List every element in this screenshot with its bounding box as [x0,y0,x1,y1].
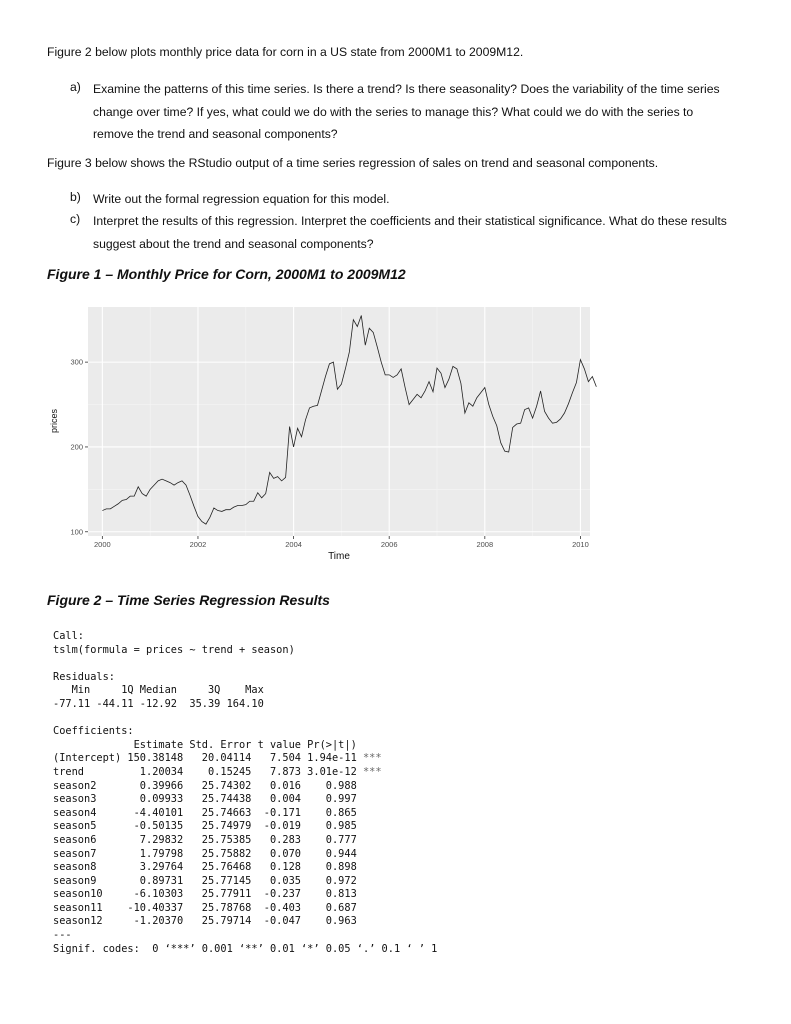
question-b-text: Write out the formal regression equation for this model. [93,192,390,206]
blank-line [53,657,437,671]
x-tick-label: 2008 [476,540,494,549]
x-axis-label: Time [328,551,350,562]
regression-output [53,630,437,956]
question-b-label: b) [70,190,81,204]
coefficient-row [53,807,437,821]
residuals-label: Residuals: [53,670,115,683]
coefficient-row-text: season5 -0.50135 25.74979 -0.019 0.985 [53,820,382,833]
coefficient-row [53,752,437,766]
coefficient-row [53,902,437,916]
coefficient-row-text: season2 0.39966 25.74302 0.016 0.988 [53,779,382,792]
call-label: Call: [53,630,84,642]
figure-1-title: Figure 1 – Monthly Price for Corn, 2000M1 to 2009M12 [47,266,406,282]
question-c-label: c) [70,212,81,226]
question-a-label: a) [70,80,81,94]
coefficient-row [53,793,437,807]
y-axis-label: prices [49,408,59,434]
corn-price-line-chart [47,296,609,572]
coefficient-row [53,888,437,902]
coefficient-row-text: trend 1.20034 0.15245 7.873 3.01e-12 [53,765,363,778]
coefficients-label: Coefficients: [53,725,134,738]
coefficient-row [53,861,437,875]
y-tick-label: 200 [70,442,83,452]
question-c-text: Interpret the results of this regression. Interpret the coefficients and their statistical significance. What do these results suggest about the trend and seasonal components? [93,214,727,251]
separator: --- [53,929,72,942]
x-tick-label: 2002 [189,540,207,549]
coefficient-row-text: (Intercept) 150.38148 20.04114 7.504 1.94e-11 [53,752,363,765]
coefficients-header: Estimate Std. Error t value Pr(>|t|) [53,738,382,751]
coefficient-row [53,915,437,929]
residuals-header: Min 1Q Median 3Q Max [53,684,270,697]
significance-stars: *** [362,752,382,765]
figure-2-title: Figure 2 – Time Series Regression Results [47,592,330,608]
coefficient-row-text: season9 0.89731 25.77145 0.035 0.972 [53,874,382,887]
coefficient-row [53,766,437,780]
coefficient-row [53,834,437,848]
question-a-text: Examine the patterns of this time series. Is there a trend? Is there seasonality? Does the variability of the time series change over time? If yes, what could we do with the series to manage this? What could we do with the series to remove the trend and seasonal components? [93,82,720,141]
coefficient-row [53,780,437,794]
coefficient-row [53,820,437,834]
significance-stars: *** [362,765,382,778]
coefficient-row-text: season7 1.79798 25.75882 0.070 0.944 [53,847,382,860]
coefficient-row-text: season4 -4.40101 25.74663 -0.171 0.865 [53,806,382,819]
plot-panel [88,307,590,536]
x-tick-label: 2000 [93,540,111,549]
x-tick-label: 2006 [380,540,398,549]
coefficient-row-text: season8 3.29764 25.76468 0.128 0.898 [53,861,382,874]
intro-paragraph-1: Figure 2 below plots monthly price data for corn in a US state from 2000M1 to 2009M12. [47,45,524,59]
x-tick-label: 2010 [572,540,589,549]
blank-line [53,712,437,726]
signif-codes: Signif. codes: 0 ‘***’ 0.001 ‘**’ 0.01 ‘*’ 0.05 ‘.’ 0.1 ‘ ’ 1 [53,942,438,955]
y-tick-label: 100 [70,527,83,537]
coefficient-row-text: season6 7.29832 25.75385 0.283 0.777 [53,833,382,846]
residuals-values: -77.11 -44.11 -12.92 35.39 164.10 [53,697,270,710]
coefficient-row [53,848,437,862]
y-tick-label: 300 [70,357,83,367]
coefficient-row-text: season12 -1.20370 25.79714 -0.047 0.963 [53,915,382,928]
coefficient-row [53,875,437,889]
coefficients-table [53,752,437,929]
coefficient-row-text: season11 -10.40337 25.78768 -0.403 0.687 [53,901,382,914]
coefficient-row-text: season10 -6.10303 25.77911 -0.237 0.813 [53,888,382,901]
call-formula: tslm(formula = prices ~ trend + season) [53,643,295,656]
intro-paragraph-2: Figure 3 below shows the RStudio output of a time series regression of sales on trend and seasonal components. [47,156,659,170]
coefficient-row-text: season3 0.09933 25.74438 0.004 0.997 [53,793,382,806]
x-tick-label: 2004 [285,540,302,549]
